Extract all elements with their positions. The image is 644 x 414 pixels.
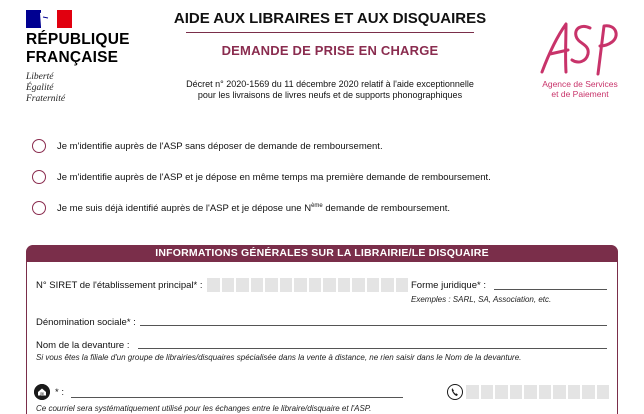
marianne-flag-icon xyxy=(26,10,72,28)
logo-line-francaise: FRANÇAISE xyxy=(26,49,119,66)
radio-button[interactable] xyxy=(32,170,46,184)
denomination-label: Dénomination sociale* : xyxy=(36,317,136,328)
option-label xyxy=(57,203,450,214)
siret-digit-cell[interactable] xyxy=(251,278,264,292)
motto-liberte: Liberté xyxy=(26,72,54,82)
phone-digit-cell[interactable] xyxy=(597,385,610,399)
siret-digit-cell[interactable] xyxy=(265,278,278,292)
siret-digit-cell[interactable] xyxy=(338,278,351,292)
email-icon xyxy=(34,384,50,400)
devanture-field[interactable] xyxy=(138,348,607,349)
motto-fraternite: Fraternité xyxy=(26,94,66,104)
asp-caption-line1: Agence de Services xyxy=(542,79,618,89)
forme-juridique-hint: Exemples : SARL, SA, Association, etc. xyxy=(411,295,552,304)
phone-digit-cell[interactable] xyxy=(481,385,494,399)
decree-reference-line2: pour les livraisons de livres neufs et de supports phonographiques xyxy=(197,90,463,100)
forme-juridique-label: Forme juridique* : xyxy=(411,280,486,291)
motto-egalite: Égalité xyxy=(26,83,54,93)
forme-juridique-field[interactable] xyxy=(494,289,607,290)
section-header: INFORMATIONS GÉNÉRALES SUR LA LIBRAIRIE/LE DISQUAIRE xyxy=(26,245,618,262)
option-already-identified-nth-request[interactable] xyxy=(32,199,450,217)
option-label-end: demande de remboursement. xyxy=(322,202,451,214)
logo-line-republique: RÉPUBLIQUE xyxy=(26,31,130,48)
email-field[interactable] xyxy=(71,397,403,398)
option-identify-and-first-request[interactable] xyxy=(32,168,491,186)
document-title: AIDE AUX LIBRAIRES ET AUX DISQUAIRES xyxy=(173,10,487,27)
option-identify-only[interactable] xyxy=(32,137,383,155)
siret-digit-cell[interactable] xyxy=(236,278,249,292)
phone-digit-cell[interactable] xyxy=(495,385,508,399)
phone-input[interactable] xyxy=(466,385,609,399)
siret-digit-cell[interactable] xyxy=(294,278,307,292)
siret-digit-cell[interactable] xyxy=(309,278,322,292)
devanture-label: Nom de la devanture : xyxy=(36,340,130,351)
title-divider xyxy=(186,32,474,33)
phone-digit-cell[interactable] xyxy=(539,385,552,399)
siret-digit-cell[interactable] xyxy=(396,278,409,292)
option-label-start: Je me suis déjà identifié auprès de l'ASP et je dépose une N xyxy=(57,202,312,214)
phone-digit-cell[interactable] xyxy=(524,385,537,399)
siret-label: N° SIRET de l'établissement principal* : xyxy=(36,280,203,291)
siret-digit-cell[interactable] xyxy=(381,278,394,292)
option-label-superscript: ème xyxy=(311,202,323,209)
phone-digit-cell[interactable] xyxy=(466,385,479,399)
siret-digit-cell[interactable] xyxy=(323,278,336,292)
radio-button[interactable] xyxy=(32,201,46,215)
siret-digit-cell[interactable] xyxy=(207,278,220,292)
option-label: Je m'identifie auprès de l'ASP et je dépose en même temps ma première demande de remboursement. xyxy=(57,171,491,183)
email-hint: Ce courriel sera systématiquement utilisé pour les échanges entre le libraire/disquaire et l'ASP. xyxy=(36,404,372,413)
siret-digit-cell[interactable] xyxy=(280,278,293,292)
siret-digit-cell[interactable] xyxy=(367,278,380,292)
siret-digit-cell[interactable] xyxy=(222,278,235,292)
denomination-field[interactable] xyxy=(140,325,607,326)
siret-digit-cell[interactable] xyxy=(352,278,365,292)
option-label: Je m'identifie auprès de l'ASP sans déposer de demande de remboursement. xyxy=(57,140,383,152)
devanture-hint: Si vous êtes la filiale d'un groupe de librairies/disquaires spécialisée dans la vente à distance, ne rien saisir dans le Nom de la devanture. xyxy=(36,353,522,362)
phone-digit-cell[interactable] xyxy=(553,385,566,399)
radio-button[interactable] xyxy=(32,139,46,153)
siret-input[interactable] xyxy=(207,278,408,292)
asp-caption-line2: et de Paiement xyxy=(551,89,609,99)
phone-icon xyxy=(447,384,463,400)
email-label: * : xyxy=(55,387,64,398)
svg-text:@: @ xyxy=(39,392,45,397)
phone-digit-cell[interactable] xyxy=(582,385,595,399)
decree-reference-line1: Décret n° 2020-1569 du 11 décembre 2020 relatif à l'aide exceptionnelle xyxy=(186,79,474,89)
document-subtitle: DEMANDE DE PRISE EN CHARGE xyxy=(221,43,439,58)
phone-digit-cell[interactable] xyxy=(510,385,523,399)
phone-digit-cell[interactable] xyxy=(568,385,581,399)
